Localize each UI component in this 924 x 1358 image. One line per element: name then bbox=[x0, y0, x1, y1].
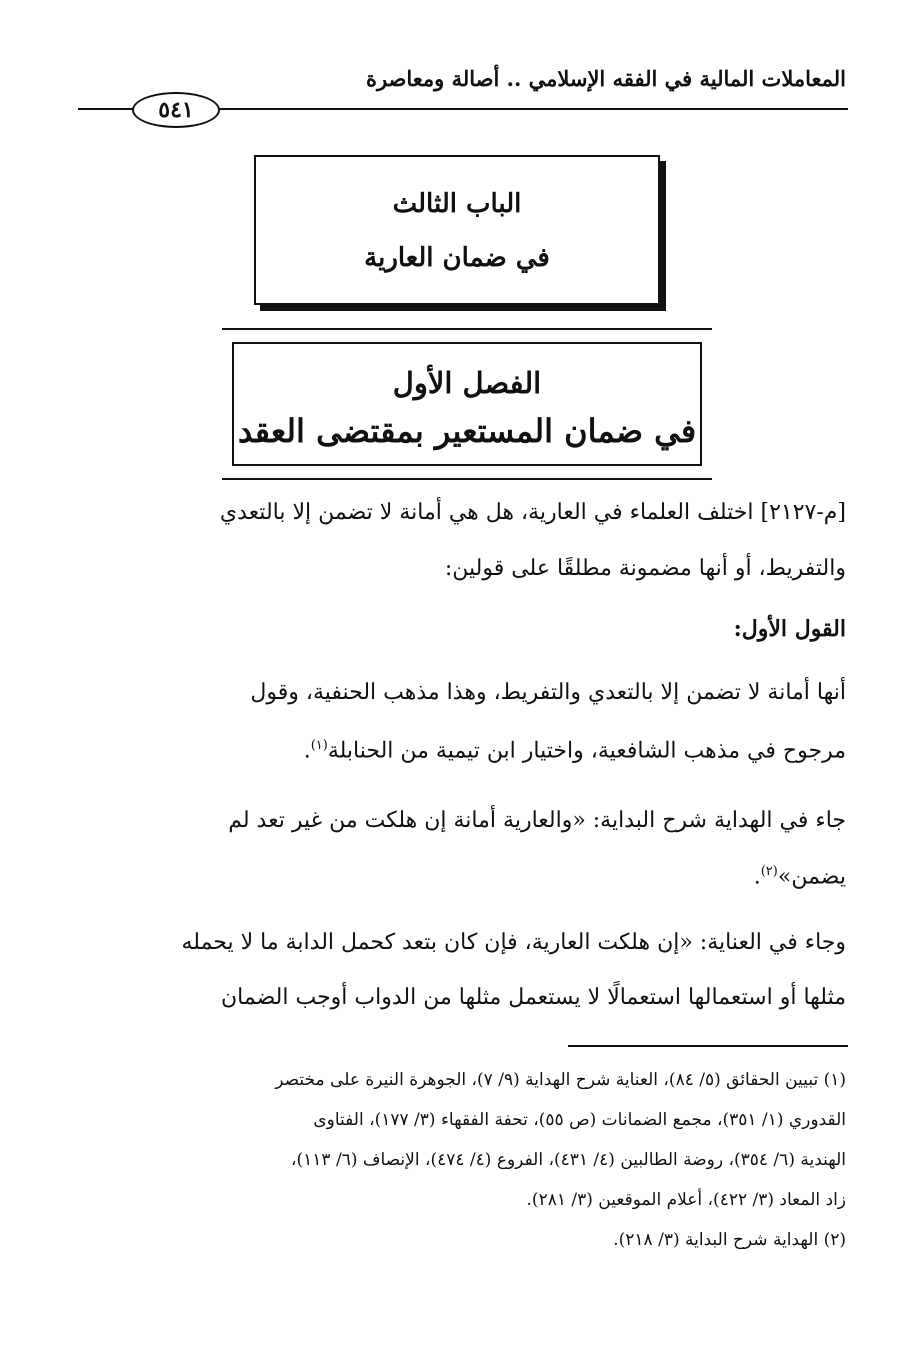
part-title: الباب الثالث bbox=[392, 189, 522, 219]
running-title: المعاملات المالية في الفقه الإسلامي .. أصالة ومعاصرة bbox=[365, 66, 846, 91]
footnote-2: (٢) الهداية شرح البداية (٣/ ٢١٨). bbox=[613, 1230, 846, 1250]
body-line-2: والتفريط، أو أنها مضمونة مطلقًا على قولين: bbox=[444, 556, 846, 581]
body-line-4-end: . bbox=[303, 738, 311, 764]
footnote-ref-2: (٢) bbox=[760, 864, 778, 879]
chapter-title: الفصل الأول bbox=[392, 366, 542, 400]
body-line-3: أنها أمانة لا تضمن إلا بالتعدي والتفريط، وهذا مذهب الحنفية، وقول bbox=[250, 680, 846, 705]
footnote-1-line-1: (١) تبيين الحقائق (٥/ ٨٤)، العناية شرح الهداية (٩/ ٧)، الجوهرة النيرة على مختصر bbox=[275, 1070, 846, 1090]
body-line-6-text: يضمن» bbox=[777, 864, 846, 890]
footnote-ref-1: (١) bbox=[310, 738, 328, 753]
body-line-8: مثلها أو استعمالها استعمالًا لا يستعمل مثلها من الدواب أوجب الضمان bbox=[221, 985, 846, 1010]
body-line-6 bbox=[78, 864, 846, 889]
part-subtitle: في ضمان العارية bbox=[364, 243, 550, 273]
body-line-7: وجاء في العناية: «إن هلكت العارية، فإن كان بتعد كحمل الدابة ما لا يحمله bbox=[181, 930, 846, 955]
chapter-heading-box bbox=[232, 342, 702, 466]
body-line-1: [م-٢١٢٧] اختلف العلماء في العارية، هل هي أمانة لا تضمن إلا بالتعدي bbox=[219, 500, 846, 525]
chapter-subtitle: في ضمان المستعير بمقتضى العقد bbox=[237, 412, 697, 450]
footnote-1-line-4: زاد المعاد (٣/ ٤٢٢)، أعلام الموقعين (٣/ ٢٨١). bbox=[526, 1190, 846, 1210]
chapter-heading-frame bbox=[222, 328, 712, 480]
body-line-5: جاء في الهداية شرح البداية: «والعارية أمانة إن هلكت من غير تعد لم bbox=[228, 808, 846, 833]
body-line-4-text: مرجوح في مذهب الشافعية، واختيار ابن تيمية من الحنابلة bbox=[327, 738, 846, 764]
page-number: ٥٤١ bbox=[132, 92, 220, 128]
footnote-1-line-2: القدوري (١/ ٣٥١)، مجمع الضمانات (ص ٥٥)، تحفة الفقهاء (٣/ ١٧٧)، الفتاوى bbox=[313, 1110, 846, 1130]
body-line-6-end: . bbox=[753, 864, 761, 890]
body-line-4 bbox=[78, 738, 846, 763]
footnote-separator bbox=[568, 1045, 848, 1047]
first-opinion-heading: القول الأول: bbox=[733, 616, 846, 642]
part-heading-box bbox=[254, 155, 660, 305]
footnote-1-line-3: الهندية (٦/ ٣٥٤)، روضة الطالبين (٤/ ٤٣١)، الفروع (٤/ ٤٧٤)، الإنصاف (٦/ ١١٣)، bbox=[291, 1150, 846, 1170]
